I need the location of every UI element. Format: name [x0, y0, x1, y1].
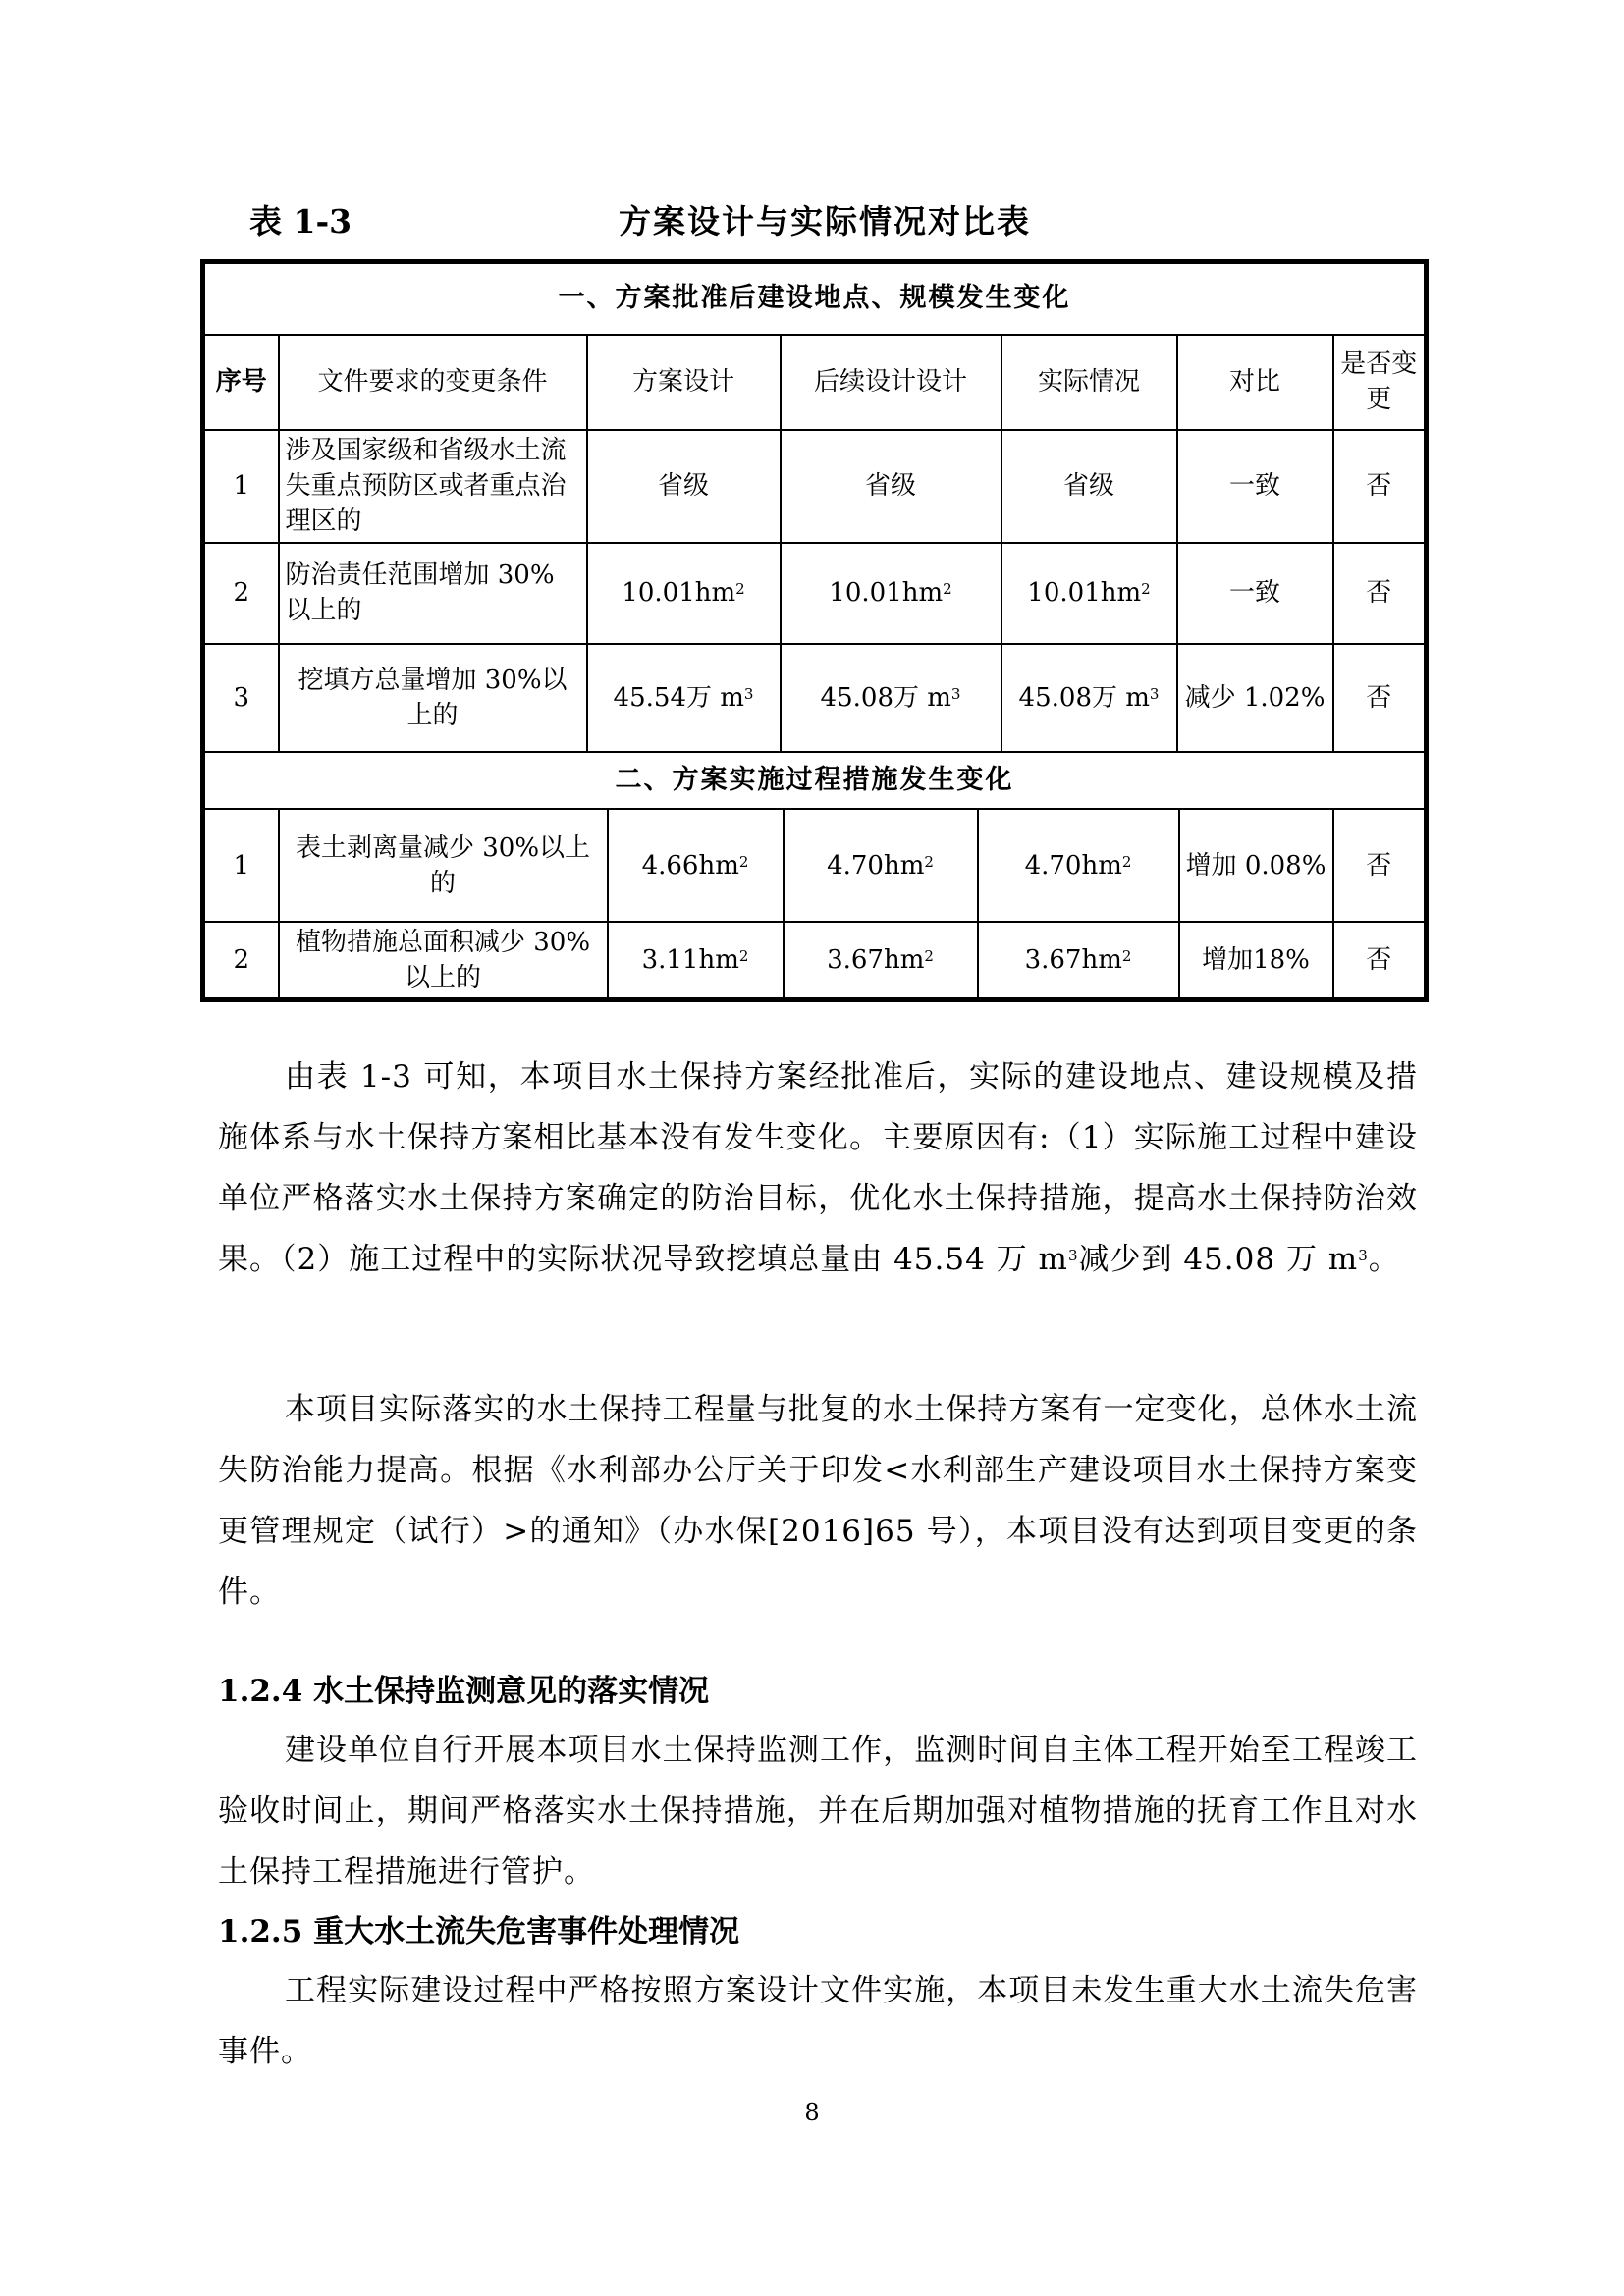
row-number: 3 [203, 644, 279, 752]
changed-cell: 否 [1333, 809, 1427, 922]
condition-cell: 挖填方总量增加 30%以上的 [279, 644, 587, 752]
compare-cell: 增加18% [1179, 922, 1333, 999]
table-row [203, 543, 1427, 644]
header-cell: 实际情况 [1001, 335, 1177, 430]
header-row [203, 335, 1427, 430]
row-number: 2 [203, 543, 279, 644]
paragraph-monitoring: 建设单位自行开展本项目水土保持监测工作，监测时间自主体工程开始至工程竣工验收时间止，期间严格落实水土保持措施，并在后期加强对植物措施的抚育工作且对水土保持工程措施进行管护。 [218, 1733, 1418, 1890]
table-row [203, 644, 1427, 752]
section-title: 二、方案实施过程措施发生变化 [203, 752, 1427, 809]
changed-cell: 否 [1333, 430, 1427, 543]
followup-cell: $10.01hm^2$ [781, 543, 1001, 644]
followup-cell: $3.67hm^2$ [784, 922, 978, 999]
plan-cell: $4.66hm^2$ [608, 809, 784, 922]
followup-cell: 45.08万 $m^3$ [781, 644, 1001, 752]
followup-cell: 省级 [781, 430, 1001, 543]
plan-cell: 省级 [587, 430, 781, 543]
actual-cell: $3.67hm^2$ [978, 922, 1179, 999]
comparison-table-section2 [200, 751, 1429, 1002]
condition-cell: 防治责任范围增加 30%以上的 [279, 543, 587, 644]
table-title: 方案设计与实际情况对比表 [619, 202, 1031, 240]
paragraph-hazard-events: 工程实际建设过程中严格按照方案设计文件实施，本项目未发生重大水土流失危害事件。 [218, 1973, 1418, 2069]
condition-cell: 涉及国家级和省级水土流失重点预防区或者重点治理区的 [279, 430, 587, 543]
row-number: 1 [203, 430, 279, 543]
header-cell: 对比 [1177, 335, 1333, 430]
header-cell: 序号 [203, 335, 279, 430]
actual-cell: 45.08万 $m^3$ [1001, 644, 1177, 752]
compare-cell: 一致 [1177, 543, 1333, 644]
plan-cell: 45.54万 $m^3$ [587, 644, 781, 752]
changed-cell: 否 [1333, 644, 1427, 752]
header-cell: 是否变更 [1333, 335, 1427, 430]
comparison-table-section1 [200, 259, 1429, 753]
header-cell: 文件要求的变更条件 [279, 335, 587, 430]
row-number: 1 [203, 809, 279, 922]
table-row [203, 809, 1427, 922]
table-number: 表 1-3 [249, 202, 352, 240]
header-cell: 方案设计 [587, 335, 781, 430]
changed-cell: 否 [1333, 543, 1427, 644]
section-title: 一、方案批准后建设地点、规模发生变化 [203, 262, 1427, 335]
actual-cell: 省级 [1001, 430, 1177, 543]
compare-cell: 减少 1.02% [1177, 644, 1333, 752]
followup-cell: $4.70hm^2$ [784, 809, 978, 922]
page-number: 8 [804, 2099, 820, 2126]
paragraph-change-conclusion: 本项目实际落实的水土保持工程量与批复的水土保持方案有一定变化，总体水土流失防治能力提高。根据《水利部办公厅关于印发<水利部生产建设项目水土保持方案变更管理规定（试行）>的通知》（办水保[2016]65 号），本项目没有达到项目变更的条件。 [218, 1392, 1418, 1610]
header-cell: 后续设计设计 [781, 335, 1001, 430]
section-heading-1-2-5: 1.2.5 重大水土流失危害事件处理情况 [218, 1914, 740, 1949]
table-row [203, 430, 1427, 543]
table-row [203, 922, 1427, 999]
row-number: 2 [203, 922, 279, 999]
paragraph-analysis: 由表 1-3 可知，本项目水土保持方案经批准后，实际的建设地点、建设规模及措施体系与水土保持方案相比基本没有发生变化。主要原因有:（1）实际施工过程中建设单位严格落实水土保持方案确定的防治目标，优化水土保持措施，提高水土保持防治效果。（2）施工过程中的实际状况导致挖填总量由 45.54 万 $m^3$减少到 45.08 万 $m^3$。 [218, 1059, 1418, 1277]
plan-cell: $3.11hm^2$ [608, 922, 784, 999]
plan-cell: $10.01hm^2$ [587, 543, 781, 644]
actual-cell: $10.01hm^2$ [1001, 543, 1177, 644]
section-heading-1-2-4: 1.2.4 水土保持监测意见的落实情况 [218, 1674, 710, 1709]
condition-cell: 表土剥离量减少 30%以上的 [279, 809, 608, 922]
changed-cell: 否 [1333, 922, 1427, 999]
compare-cell: 一致 [1177, 430, 1333, 543]
compare-cell: 增加 0.08% [1179, 809, 1333, 922]
actual-cell: $4.70hm^2$ [978, 809, 1179, 922]
condition-cell: 植物措施总面积减少 30%以上的 [279, 922, 608, 999]
